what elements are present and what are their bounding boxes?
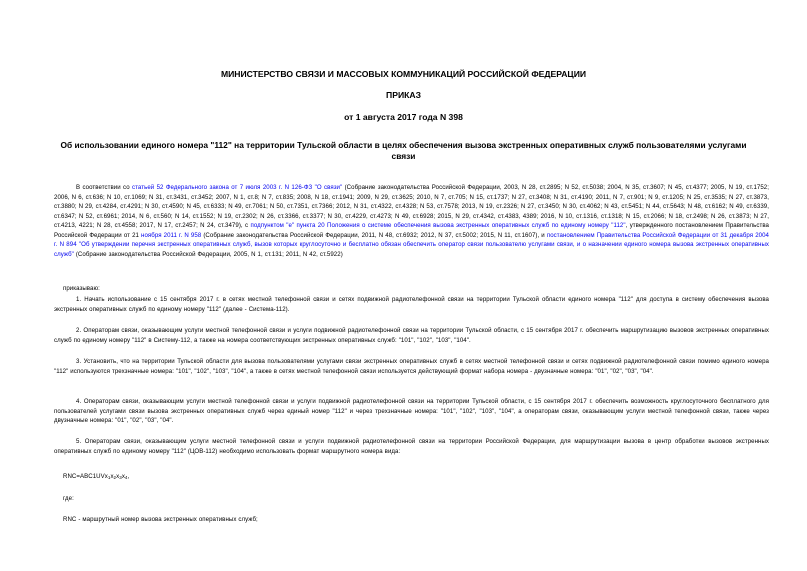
link-decree-958[interactable]: ноября 2011 г. N 958 (141, 231, 202, 239)
formula-sub-1: 1 (107, 475, 111, 480)
date-number-heading: от 1 августа 2017 года N 398 (344, 112, 463, 122)
formula-sub-3: 3 (119, 475, 122, 480)
formula-x4: x (121, 473, 125, 480)
order-word: приказываю: (63, 285, 100, 292)
order-item-3: 3. Установить, что на территории Тульской области для вызова пользователями услугами связи экстренных оперативных служб в сетях местной телефонной связи и сетях подвижной радиотелефонной связи помимо единого номера "112" используются трехзначные номера: "101", "102", "103", "104", а также в сетях местной телефонной связи используется действующий формат набора номера - двузначные номера: "01", "02", "03", "04". (54, 358, 769, 375)
order-item-4: 4. Операторам связи, оказывающим услуги местной телефонной связи и услуги подвижной радиотелефонной связи на территории Тульской области, с 15 сентября 2017 г. обеспечить возможность круглосуточного бесплатного для пользователей услугами связи вызова экстренных оперативных служб через единый номер "112" и через трехзначные номера: "101", "102", "103", "104", а операторам связи, оказывающим услуги местной телефонной связи, также через двузначные номера: "01", "02", "03", "04". (54, 398, 769, 424)
formula-prefix: RNC=ABC1UVx (63, 473, 108, 480)
ministry-heading: МИНИСТЕРСТВО СВЯЗИ И МАССОВЫХ КОММУНИКАЦИЙ РОССИЙСКОЙ ФЕДЕРАЦИИ (220, 69, 587, 79)
formula-x2: x (110, 473, 114, 480)
where-word: где: (63, 495, 74, 502)
preamble-text-5: (Собрание законодательства Российской Федерации, 2005, N 1, ст.131; 2011, N 42, ст.5922) (73, 250, 343, 258)
rnc-definition: RNC - маршрутный номер вызова экстренных оперативных служб; (63, 516, 258, 523)
preamble-text-4: (Собрание законодательства Российской Федерации, 2011, N 48, ст.6932; 2012, N 37, ст.5002; 2015, N 11, ст.1607), и (201, 231, 547, 239)
order-item-1: 1. Начать использование с 15 сентября 2017 г. в сетях местной телефонной связи и сетях подвижной радиотелефонной связи на территории Тульской области единого номера "112" для доступа в систему обеспечения вызова экстренных оперативных служб по единому номеру "112" (далее - Система-112). (54, 296, 769, 313)
formula-sub-4: 4 (124, 475, 128, 480)
link-subparagraph-e[interactable]: подпунктом "е" пункта 20 Положения о системе обеспечения вызова экстренных оперативных служб по единому номеру "112" (250, 222, 626, 229)
order-item-2: 2. Операторам связи, оказывающим услуги местной телефонной связи и услуги подвижной радиотелефонной связи на территории Тульской области, с 15 сентября 2017 г. обеспечить маршрутизацию вызовов экстренных оперативных служб по единому номеру "112" в Систему-112, а также на номера соответствующих экстренных оперативных служб: "101", "102", "103", "104". (54, 327, 769, 344)
doc-type-heading: ПРИКАЗ (386, 90, 421, 100)
formula-x3: x (116, 473, 120, 480)
preamble-text-1: В соответствии со (76, 184, 133, 191)
formula-sub-2: 2 (113, 475, 117, 480)
preamble-paragraph (54, 183, 769, 259)
document-title: Об использовании единого номера "112" на территории Тульской области в целях обеспечения вызова экстренных оперативных служб пользователями услугами связи (60, 140, 747, 161)
link-article-52[interactable]: статьей 52 Федерального закона от 7 июля 2003 г. N 126-ФЗ "О связи" (132, 184, 343, 191)
link-decree-894[interactable]: постановлением Правительства Российской Федерации от 31 декабря 2004 г. N 894 "Об утверждении перечня экстренных оперативных служб, вызов которых круглосуточно и бесплатно обязан обеспечить оператор связи пользователю услугами связи, и о назначении единого номера вызова экстренных оперативных служб" (54, 231, 769, 258)
preamble-text-2: (Собрание законодательства Российской Федерации, 2003, N 28, ст.2895; N 52, ст.5038; 2004, N 35, ст.3607; N 45, ст.4377; 2005, N 19, ст.1752; 2006, N 6, ст.636; N 10, ст.1069; N 31, ст.3431, ст.3452; 2007, N 1, ст.8; N 7, ст.835; 2008, N 18, ст.1941; 2009, N 29, ст.3625; 2010, N 7, ст.705; N 15, ст.1737; N 27, ст.3408; N 31, ст.4190; 2011, N 7, ст.901; N 9, ст.1205; N 25, ст.3535; N 27, ст.3873, ст.3880; N 29, ст.4284, ст.4291; N 30, ст.4590; N 45, ст.6333; N 49, ст.7061; N 50, ст.7351, ст.7366; 2012, N 31, ст.4322, ст.4328; N 53, ст.7578; 2013, N 19, ст.2326; N 27, ст.3450; N 30, ст.4062; N 43, ст.5451; N 44, ст.5643; N 48, ст.6162; N 49, ст.6339, ст.6347; N 52, ст.6961; 2014, N 6, ст.560; N 14, ст.1552; N 19, ст.2302; N 26, ст.3366, ст.3377; N 30, ст.4229, ст.4273; N 49, ст.6928; 2015, N 29, ст.4342, ст.4383, 4389; 2016, N 10, ст.1316, ст.1318; N 15, ст.2066; N 18, ст.2498; N 26, ст.3873; N 27, ст.4213, 4221; N 28, ст.4558; 2017, N 17, ст.2457; N 24, ст.3479), с (54, 184, 770, 229)
formula-end: , (127, 473, 130, 480)
preamble-text-3: , утвержденного постановлением Правительства Российской Федерации от 21 (54, 222, 770, 239)
order-item-5: 5. Операторам связи, оказывающим услуги местной телефонной связи и услуги подвижной радиотелефонной связи на территории Российской Федерации, для маршрутизации вызова в центр обработки вызовов экстренных оперативных служб по единому номеру "112" (ЦОВ-112) необходимо использовать формат маршрутного номера вида: (54, 438, 769, 455)
routing-number-formula (63, 472, 769, 482)
